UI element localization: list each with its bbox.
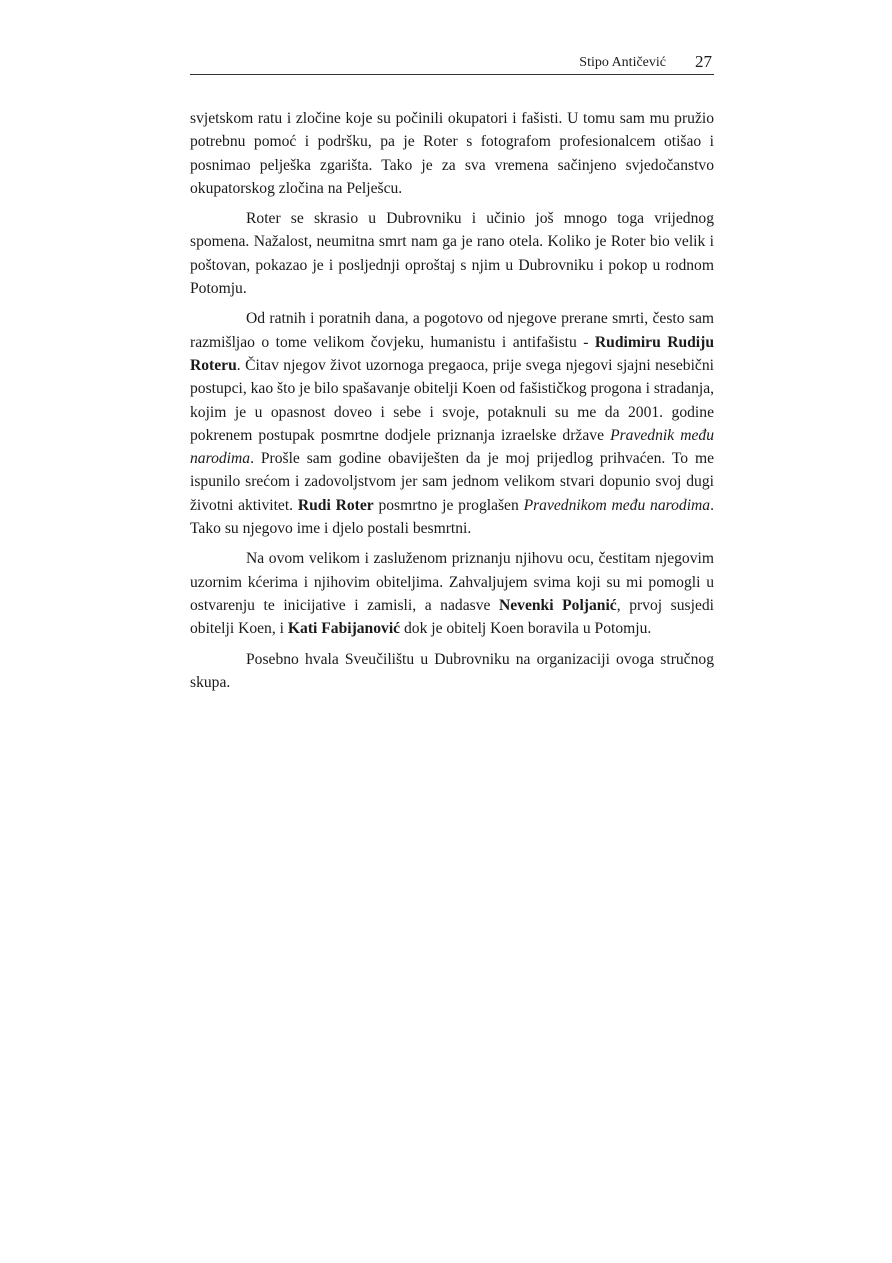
- body-text: [190, 107, 714, 701]
- page-number: 27: [695, 52, 712, 71]
- text-run: . Prošle sam godine obaviješten da je moj prijedlog prihvaćen. To me ispunilo srećom i zadovoljstvom jer sam jednom velikom stvari dopunio svoj dugi životni aktivitet.: [190, 450, 714, 514]
- text-run: Na ovom velikom i zasluženom priznanju njihovu ocu, čestitam njegovim uzornim kćerima i njihovim obiteljima. Zahvaljujem svima koji su mi pomogli u ostvarenju te inicijative i zamisli, a nadasve: [190, 550, 714, 614]
- running-header: [190, 52, 714, 75]
- text-run: dok je obitelj Koen boravila u Potomju.: [400, 620, 652, 638]
- text-run: , prvoj susjedi obitelji Koen, i: [190, 596, 714, 638]
- text-run: svjetskom ratu i zločine koje su počinili okupatori i fašisti. U tomu sam mu pružio potrebnu pomoć i podršku, pa je Roter s fotografom profesionalcem otišao i posnimao pelješka zgarišta. Tako je za sva vremena sačinjeno svjedočanstvo okupatorskog zločina na Pelješcu.: [190, 110, 714, 197]
- text-run: Roter se skrasio u Dubrovniku i učinio još mnogo toga vrijednog spomena. Nažalost, neumitna smrt nam ga je rano otela. Koliko je Roter bio velik i poštovan, pokazao je i posljednji oproštaj s njim u Dubrovniku i pokop u rodnom Potomju.: [190, 210, 714, 298]
- bold-text-run: Nevenki Poljanić: [498, 596, 617, 614]
- header-author: Stipo Antičević: [579, 55, 666, 70]
- text-run: Od ratnih i poratnih dana, a pogotovo od njegove prerane smrti, često sam razmišljao o tome velikom čovjeku, humanistu i antifašistu -: [190, 310, 714, 351]
- paragraph-2: [190, 207, 714, 300]
- text-run: posmrtno je proglašen: [373, 496, 524, 514]
- paragraph-3: [190, 307, 714, 540]
- text-run: Posebno hvala Sveučilištu u Dubrovniku na organizaciji ovoga stručnog skupa.: [190, 650, 714, 691]
- paragraph-1: [190, 107, 714, 200]
- italic-text-run: Pravednikom među narodima: [523, 496, 711, 514]
- bold-text-run: Kati Fabijanović: [287, 620, 401, 638]
- text-run: . Tako su njegovo ime i djelo postali besmrtni.: [190, 496, 714, 538]
- bold-text-run: Rudi Roter: [297, 496, 374, 514]
- bold-text-run: Rudimiru Rudiju Roteru: [190, 333, 714, 374]
- italic-text-run: Pravednik među narodima: [190, 426, 714, 468]
- text-run: . Čitav njegov život uzornoga pregaoca, prije svega njegovi sjajni nesebični postupci, kao što je bilo spašavanje obitelji Koen od fašističkog progona i stradanja, kojim je u opasnost doveo i sebe i svoje, potaknuli su me da 2001. godine pokrenem postupak posmrtne dodjele priznanja izraelske države: [190, 356, 715, 444]
- paragraph-4: [190, 547, 714, 640]
- paragraph-5: [190, 648, 714, 695]
